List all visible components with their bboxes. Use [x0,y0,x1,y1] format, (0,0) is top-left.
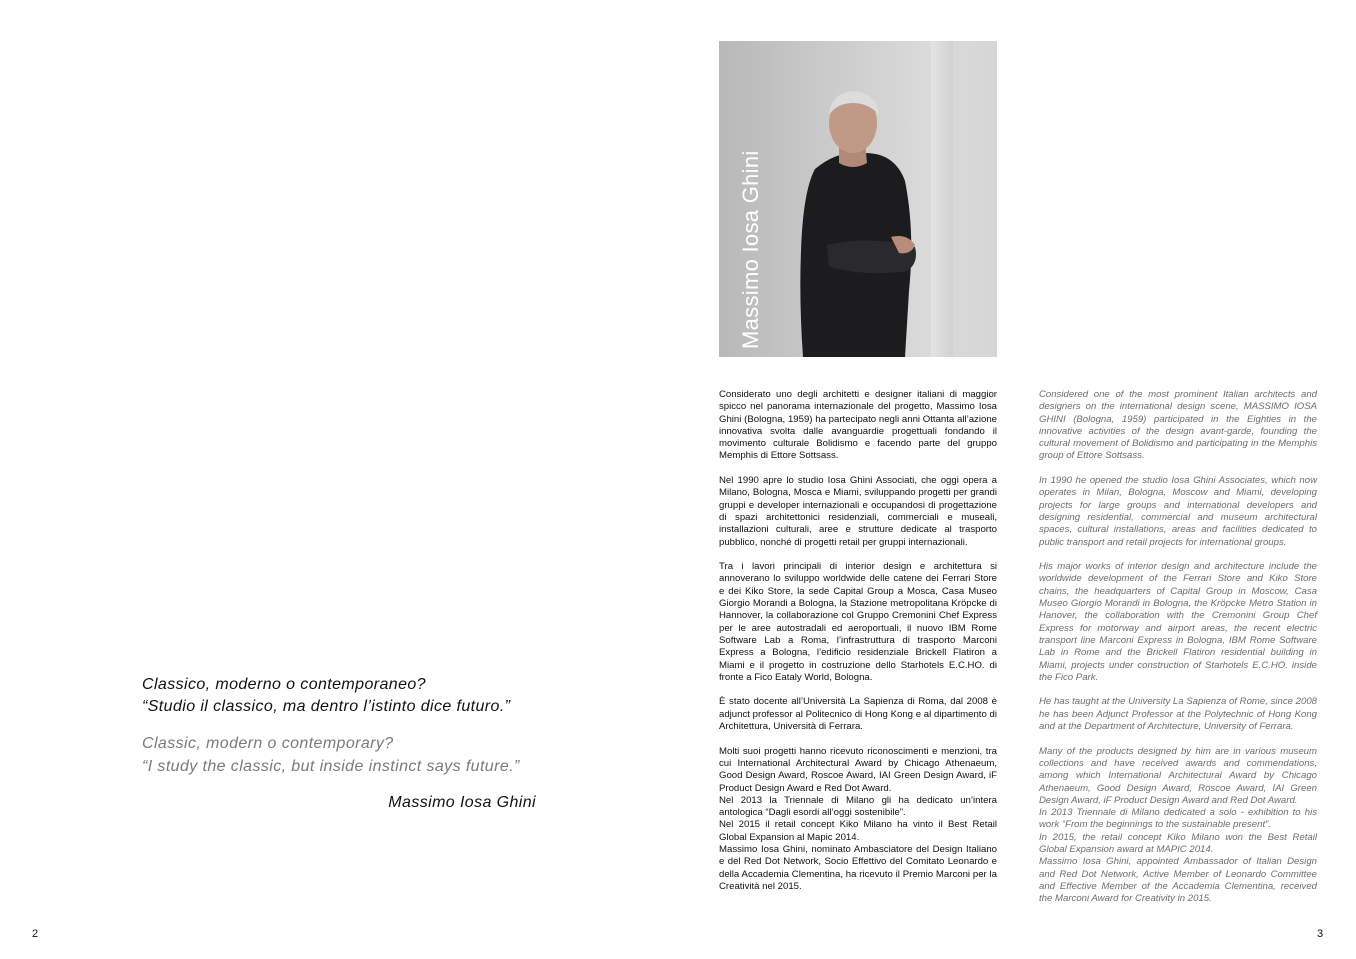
bio-english-paragraph: In 1990 he opened the studio Iosa Ghini Associates, which now operates in Milan, Bologna, Moscow and Miami, developing projects for large groups and international developers and designing residential, commercial and museum architectural spaces, cultural installations, areas and facilities dedicated to public transport and retail projects for international groups. [1039,475,1317,548]
quote-italian-line-1: Classico, moderno o contemporaneo? [142,676,426,693]
quote-block [142,674,538,814]
quote-english-line-2: “I study the classic, but inside instinct says future.” [142,758,520,775]
bio-italian-paragraph: Molti suoi progetti hanno ricevuto riconoscimenti e menzioni, tra cui International Architectural Award by Chicago Athenaeum, Good Design Award, Roscoe Award, IAI Green Design Award, iF Product Design Award e Red Dot Award. Nel 2013 la Triennale di Milano gli ha dedicato un’intera antologica “Dagli esordi all’oggi sostenibile”. Nel 2015 il retail concept Kiko Milano ha vinto il Best Retail Global Expansion al Mapic 2014. Massimo Iosa Ghini, nominato Ambasciatore del Design Italiano e del Red Dot Network, Socio Effettivo del Comitato Leonardo e della Accademia Clementina, ha ricevuto il Premio Marconi per la Creatività nel 2015. [719,745,997,892]
bio-italian-paragraph: Tra i lavori principali di interior design e architettura si annoverano lo sviluppo worldwide delle catene dei Ferrari Store e dei Kiko Store, la sede Capital Group a Mosca, Casa Museo Giorgio Morandi a Bologna, la Stazione metropolitana Kröpcke di Hannover, la collaborazione col Gruppo Cremonini Chef Express per le aree autostradali ed aeroportuali, il nuovo IBM Rome Software Lab a Roma, l’infrastruttura di trasporto Marconi Express a Bologna, l’edificio residenziale Brickell Flatiron a Miami e il progetto in costruzione dello Starhotels E.C.HO. di fronte a Fico Eataly World, Bologna. [719,561,997,683]
bio-english-paragraph: He has taught at the University La Sapienza of Rome, since 2008 he has been Adjunct Professor at the Polytechnic of Hong Kong and at the Department of Architecture, University of Ferrara. [1039,696,1317,733]
bio-italian-column [719,389,997,905]
bio-english-column [1039,389,1317,918]
page-number-left: 2 [32,928,39,940]
bio-english-paragraph: Many of the products designed by him are in various museum collections and have received awards and commendations, among which International Architectural Award by Chicago Athenaeum, Good Design Award, Roscoe Award, IAI Green Design Award, iF Product Design Award and Red Dot Award. In 2013 Triennale di Milano dedicated a solo - exhibition to his work “From the beginnings to the sustainable present”. In 2015, the retail concept Kiko Milano won the Best Retail Global Expansion award at MAPIC 2014. Massimo Iosa Ghini, appointed Ambassador of Italian Design and Red Dot Network, Active Member of Leonardo Committee and Effective Member of the Accademia Clementina, received the Marconi Award for Creativity in 2015. [1039,745,1317,905]
bio-italian-paragraph: Considerato uno degli architetti e designer italiani di maggior spicco nel panorama internazionale del progetto, Massimo Iosa Ghini (Bologna, 1959) ha partecipato negli anni Ottanta all’azione innovativa svolta dalle avanguardie progettuali fondando il movimento culturale Bolidismo e facendo parte del gruppo Memphis di Ettore Sottsass. [719,389,997,462]
quote-italian [142,674,538,718]
quote-author: Massimo Iosa Ghini [388,794,536,811]
portrait-caption: Massimo Iosa Ghini [738,150,763,349]
bio-english-paragraph: His major works of interior design and architecture include the worldwide development of the Ferrari Store and Kiko Store chains, the headquarters of Capital Group in Moscow, Casa Museo Giorgio Morandi in Bologna, the Kröpcke Metro Station in Hanover, the collaboration with the Cremonini Group Chef Express for motorway and airport areas, the recent electric transport line Marconi Express in Bologna, IBM Rome Software Lab in Rome and the Brickell Flatiron residential building in Miami, projects under construction of Starhotels E.C.HO. inside the Fico Park. [1039,561,1317,683]
page-number-right: 3 [1317,928,1324,940]
quote-italian-line-2: “Studio il classico, ma dentro l’istinto dice futuro.” [142,698,511,715]
bio-italian-paragraph: Nel 1990 apre lo studio Iosa Ghini Associati, che oggi opera a Milano, Bologna, Mosca e Miami, sviluppando progetti per grandi gruppi e developer internazionali e occupandosi di progettazione di spazi architettonici residenziali, commerciali e museali, installazioni culturali, aree e strutture dedicate al trasporto pubblico, nonché di progetti retail per gruppi internazionali. [719,475,997,548]
quote-english-line-1: Classic, modern o contemporary? [142,735,394,752]
bio-english-paragraph: Considered one of the most prominent Italian architects and designers on the international design scene, MASSIMO IOSA GHINI (Bologna, 1959) participated in the Eighties in the innovative activities of the design avant-garde, founding the cultural movement of Bolidismo and participating in the Memphis group of Ettore Sottsass. [1039,389,1317,462]
bio-italian-paragraph: È stato docente all’Università La Sapienza di Roma, dal 2008 è adjunct professor al Politecnico di Hong Kong e al dipartimento di Architettura, Università di Ferrara. [719,696,997,733]
quote-english [142,732,538,778]
